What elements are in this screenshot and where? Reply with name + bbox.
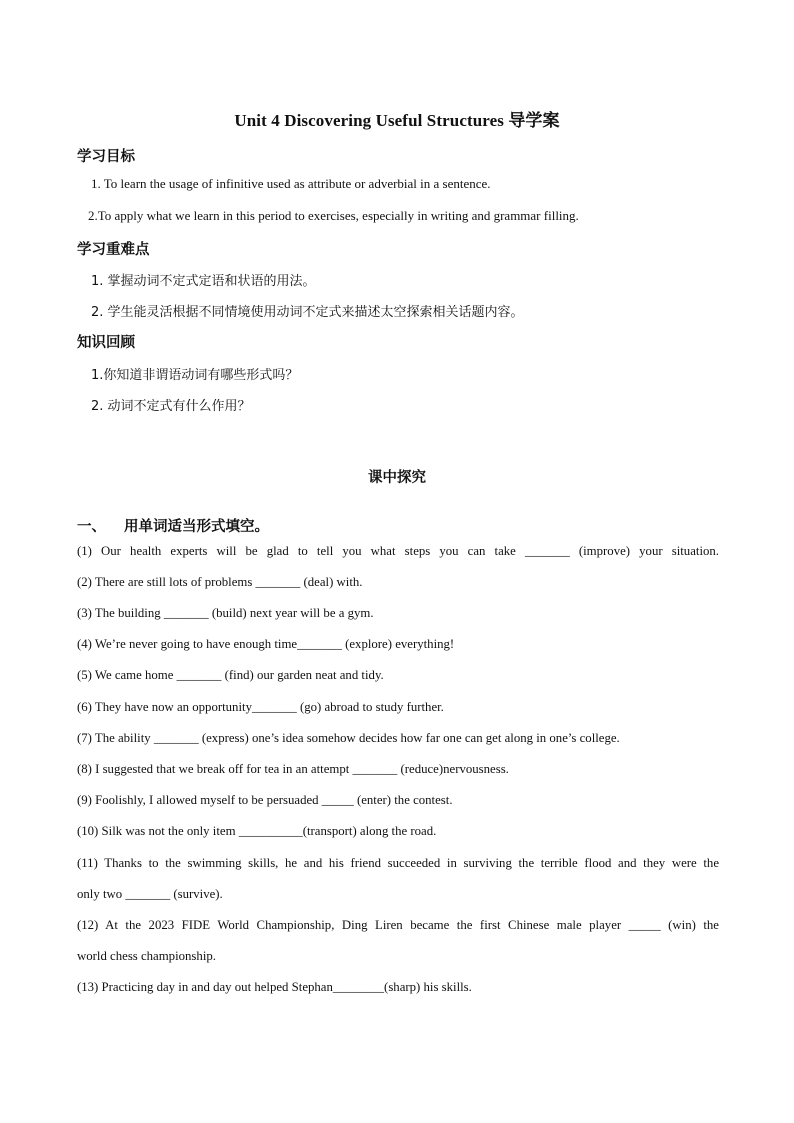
part1-heading bbox=[77, 515, 269, 536]
exercise-8: (8) I suggested that we break off for tea in an attempt _______ (reduce)nervousness. bbox=[77, 762, 509, 776]
key-point-item-2: 2. 学生能灵活根据不同情境使用动词不定式来描述太空探索相关话题内容。 bbox=[91, 305, 524, 320]
exercise-12-line-1: (12) At the 2023 FIDE World Championship, Ding Liren became the first Chinese male player _____ (win) the bbox=[77, 918, 719, 932]
review-item-2: 2. 动词不定式有什么作用？ bbox=[91, 399, 251, 414]
exercise-11-line-1: (11) Thanks to the swimming skills, he and his friend succeeded in surviving the terrible flood and they were the bbox=[77, 856, 719, 870]
review-item-1: 1.你知道非谓语动词有哪些形式吗？ bbox=[91, 368, 299, 383]
document-title: Unit 4 Discovering Useful Structures 导学案 bbox=[234, 111, 560, 130]
goal-item-2: 2.To apply what we learn in this period to exercises, especially in writing and grammar filling. bbox=[88, 208, 579, 223]
part1-number: 一、 bbox=[77, 519, 106, 535]
exercise-6: (6) They have now an opportunity_______ (go) abroad to study further. bbox=[77, 700, 444, 714]
exercise-3: (3) The building _______ (build) next year will be a gym. bbox=[77, 606, 374, 620]
goal-item-1: 1. To learn the usage of infinitive used as attribute or adverbial in a sentence. bbox=[91, 176, 491, 191]
part1-heading-text: 用单词适当形式填空。 bbox=[124, 519, 269, 535]
exercise-9: (9) Foolishly, I allowed myself to be persuaded _____ (enter) the contest. bbox=[77, 793, 453, 807]
exercise-5: (5) We came home _______ (find) our garden neat and tidy. bbox=[77, 668, 384, 682]
exercise-7: (7) The ability _______ (express) one’s idea somehow decides how far one can get along in one’s college. bbox=[77, 731, 620, 745]
exercise-2: (2) There are still lots of problems _______ (deal) with. bbox=[77, 575, 363, 589]
review-heading: 知识回顾 bbox=[77, 335, 135, 351]
goals-heading: 学习目标 bbox=[77, 149, 135, 165]
exercise-10: (10) Silk was not the only item __________(transport) along the road. bbox=[77, 824, 437, 838]
section-title: 课中探究 bbox=[368, 470, 426, 486]
exercise-11-line-2: only two _______ (survive). bbox=[77, 887, 223, 901]
exercise-4: (4) We’re never going to have enough time_______ (explore) everything! bbox=[77, 637, 455, 651]
exercise-12-line-2: world chess championship. bbox=[77, 949, 216, 963]
key-point-item-1: 1. 掌握动词不定式定语和状语的用法。 bbox=[91, 274, 316, 289]
exercise-1: (1) Our health experts will be glad to tell you what steps you can take _______ (improve) your situation. bbox=[77, 544, 719, 558]
exercise-13: (13) Practicing day in and day out helped Stephan________(sharp) his skills. bbox=[77, 980, 472, 994]
key-points-heading: 学习重难点 bbox=[77, 242, 150, 258]
